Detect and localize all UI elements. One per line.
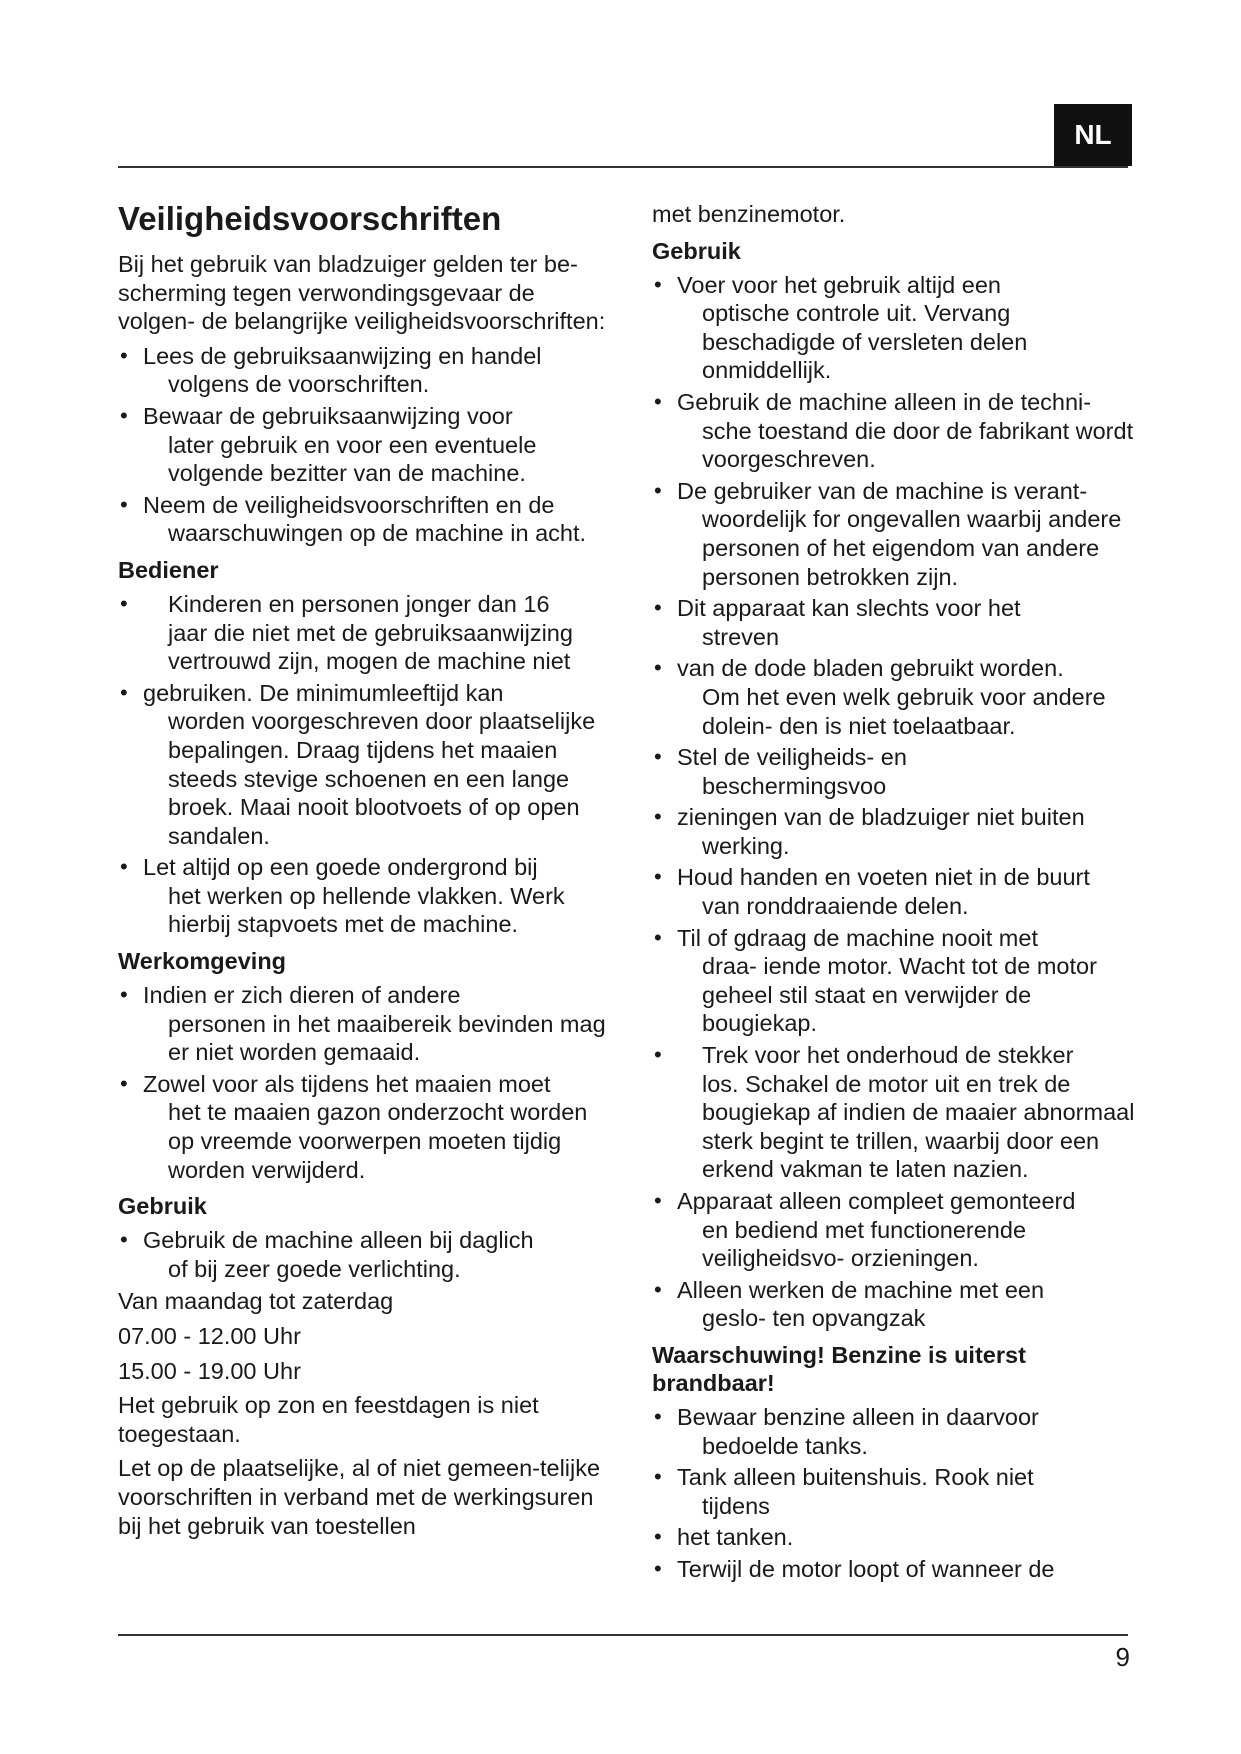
environment-heading: Werkomgeving bbox=[118, 948, 287, 975]
warning-list bbox=[652, 1403, 1142, 1584]
use-list-right bbox=[652, 271, 1142, 1333]
list-item: • Bewaar de gebruiksaanwijzing voor later gebruik en voor een eventuele volgende bezitter van de machine. bbox=[118, 402, 618, 488]
continuation-text: met benzinemotor. bbox=[652, 201, 846, 227]
list-item: • Voer voor het gebruik altijd een optische controle uit. Vervang beschadigde of versleten delen onmiddellijk. bbox=[652, 271, 1142, 385]
page-number: 9 bbox=[1115, 1642, 1130, 1672]
list-item: • Indien er zich dieren of andere personen in het maaibereik bevinden mag er niet worden gemaaid. bbox=[118, 981, 618, 1067]
list-item: • gebruiken. De minimumleeftijd kan worden voorgeschreven door plaatselijke bepalingen. Draag tijdens het maaien steeds stevige schoenen en een lange broek. Maai nooit blootvoets of op open sandalen. bbox=[118, 679, 618, 851]
environment-list bbox=[118, 981, 618, 1184]
intro-text: Bij het gebruik van bladzuiger gelden ter be-scherming tegen verwondingsgevaar de volgen- de belangrijke veiligheidsvoorschriften: bbox=[118, 251, 606, 335]
list-item: • Tank alleen buitenshuis. Rook niet tijdens bbox=[652, 1463, 1142, 1520]
use-list-left bbox=[118, 1226, 618, 1283]
list-item: • Apparaat alleen compleet gemonteerd en bediend met functionerende veiligheidsvo- orzieningen. bbox=[652, 1187, 1142, 1273]
list-item: • het tanken. bbox=[652, 1523, 1142, 1552]
days-text: Van maandag tot zaterdag bbox=[118, 1288, 394, 1315]
right-column bbox=[652, 200, 1142, 1588]
sunday-note: Het gebruik op zon en feestdagen is niet toegestaan. bbox=[118, 1392, 539, 1447]
list-item: • Til of gdraag de machine nooit met draa- iende motor. Wacht tot de motor geheel stil staat en verwijder de bougiekap. bbox=[652, 924, 1142, 1038]
list-item: • Stel de veiligheids- en beschermingsvoo bbox=[652, 743, 1142, 800]
list-item: • Alleen werken de machine met een geslo- ten opvangzak bbox=[652, 1276, 1142, 1333]
time-range-1: 07.00 - 12.00 Uhr bbox=[118, 1323, 301, 1349]
list-item: • Trek voor het onderhoud de stekker los. Schakel de motor uit en trek de bougiekap af indien de maaier abnormaal sterk begint te trillen, waarbij door een erkend vakman te laten nazien. bbox=[652, 1041, 1142, 1184]
list-item: • van de dode bladen gebruikt worden. Om het even welk gebruik voor andere dolein- den is niet toelaatbaar. bbox=[652, 654, 1142, 740]
header-rule bbox=[118, 166, 1128, 168]
warning-heading: Waarschuwing! Benzine is uiterst brandbaar! bbox=[652, 1341, 1026, 1396]
list-item: • Bewaar benzine alleen in daarvoor bedoelde tanks. bbox=[652, 1403, 1142, 1460]
list-item: • Gebruik de machine alleen in de techni- sche toestand die door de fabrikant wordt voorgeschreven. bbox=[652, 388, 1142, 474]
list-item: • Let altijd op een goede ondergrond bij het werken op hellende vlakken. Werk hierbij stapvoets met de machine. bbox=[118, 853, 618, 939]
operator-list bbox=[118, 590, 618, 939]
local-regulations-note: Let op de plaatselijke, al of niet gemeen-telijke voorschriften in verband met de werkingsuren bij het gebruik van toestellen bbox=[118, 1455, 601, 1539]
use-heading-left: Gebruik bbox=[118, 1193, 207, 1220]
use-heading-right: Gebruik bbox=[652, 237, 741, 264]
list-item: • Terwijl de motor loopt of wanneer de bbox=[652, 1555, 1142, 1584]
time-range-2: 15.00 - 19.00 Uhr bbox=[118, 1357, 301, 1384]
list-item: • zieningen van de bladzuiger niet buiten werking. bbox=[652, 803, 1142, 860]
operator-heading: Bediener bbox=[118, 556, 219, 583]
list-item: • Lees de gebruiksaanwijzing en handel volgens de voorschriften. bbox=[118, 342, 618, 399]
list-item: • De gebruiker van de machine is verant- woordelijk for ongevallen waarbij andere personen of het eigendom van andere personen betrokken zijn. bbox=[652, 477, 1142, 591]
footer-rule bbox=[118, 1634, 1128, 1636]
left-column bbox=[118, 196, 618, 1546]
list-item: • Gebruik de machine alleen bij daglich of bij zeer goede verlichting. bbox=[118, 1226, 618, 1283]
list-item: • Kinderen en personen jonger dan 16 jaar die niet met de gebruiksaanwijzing vertrouwd zijn, mogen de machine niet bbox=[118, 590, 618, 676]
language-badge: NL bbox=[1054, 104, 1132, 166]
page-title: Veiligheidsvoorschriften bbox=[118, 200, 502, 237]
list-item: • Zowel voor als tijdens het maaien moet het te maaien gazon onderzocht worden op vreemde voorwerpen moeten tijdig worden verwijderd. bbox=[118, 1070, 618, 1184]
list-item: • Houd handen en voeten niet in de buurt van ronddraaiende delen. bbox=[652, 863, 1142, 920]
general-list bbox=[118, 342, 618, 548]
list-item: • Dit apparaat kan slechts voor het streven bbox=[652, 594, 1142, 651]
list-item: • Neem de veiligheidsvoorschriften en de waarschuwingen op de machine in acht. bbox=[118, 491, 618, 548]
intro-paragraph bbox=[118, 250, 618, 336]
